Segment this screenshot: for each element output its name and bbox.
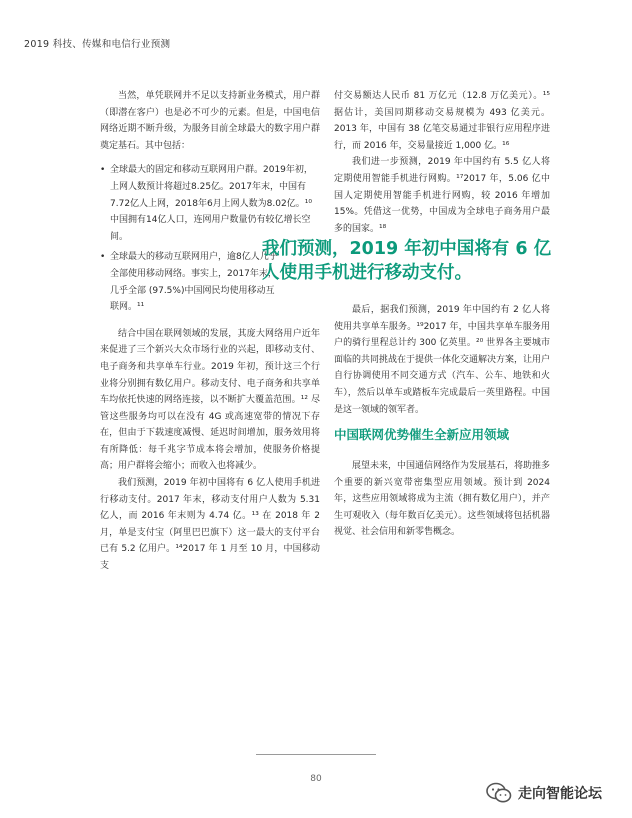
watermark-label: 走向智能论坛 bbox=[518, 786, 602, 802]
body-paragraph-outlook: 展望未来，中国通信网络作为发展基石，将助推多个重要的新兴宽带密集型应用领域。预计到 2024 年，这些应用领域将成为主流（拥有数亿用户），并产生可观收入（每年数百亿美元）。这些领域将包括机器视觉、社会信用和新零售概念。 bbox=[334, 461, 551, 538]
bullet-item-internet-users: • 全球最大的固定和移动互联网用户群。2019年初，上网人数预计将超过8.25亿。2017年末，中国有7.72亿人上网，2018年6月上网人数为8.02亿。¹⁰中国拥有14亿人口，连网用户数量仍有较亿增长空间。 bbox=[100, 162, 320, 245]
body-paragraph-mobile-payment: 我们预测，2019 年初中国将有 6 亿人使用手机进行移动支付。2017 年末，移动支付用户人数为 5.31 亿人，而 2016 年末则为 4.74 亿。¹³ 在 2018 年 2 月，单是支付宝（阿里巴巴旗下）这一最大的支付平台已有 5.2 亿用户。¹⁴2017 年 1 月至 10 月，中国移动支 bbox=[100, 478, 320, 572]
wechat-icon bbox=[486, 782, 512, 804]
page-number: 80 bbox=[310, 774, 322, 784]
body-paragraph-ecommerce: 我们进一步预测，2019 年中国约有 5.5 亿人将定期使用智能手机进行网购。¹⁷2017 年，5.06 亿中国人定期使用智能手机进行网购，较 2016 年增加 15%。凭借这一优势，中国成为全球电子商务用户最多的国家。¹⁸ bbox=[334, 157, 550, 234]
watermark bbox=[486, 781, 602, 805]
body-paragraph-bike-sharing: 最后，据我们预测，2019 年中国约有 2 亿人将使用共享单车服务。¹⁹2017 年，中国共享单车服务用户的骑行里程总计约 300 亿英里。²⁰ 世界各主要城市面临的共同挑战在于提供一体化交通解决方案，让用户自行协调使用不同交通方式（汽车、公车、地铁和火车），然后以单车或踏板车完成最后一英里路程。中国是这一领域的领军者。 bbox=[334, 305, 551, 415]
pull-quote: 我们预测，2019 年初中国将有 6 亿人使用手机进行移动支付。 bbox=[262, 239, 552, 283]
left-column bbox=[100, 88, 320, 575]
footer-divider bbox=[256, 754, 376, 755]
right-bottom-block bbox=[334, 458, 550, 541]
body-paragraph-markets: 结合中国在联网领域的发展，其庞大网络用户近年来促进了三个新兴大众市场行业的兴起，即移动支付、电子商务和共享单车行业。2019 年初，预计这三个行业将分别拥有数亿用户。移动支付、电子商务和共享单车均依托快速的网络连接，以不断扩大覆盖范围。¹² 尽管这些服务均可以在没有 4G 或高速宽带的情况下存在，但由于下载速度减慢、延迟时间增加，服务效用将有所降低：每千兆字节成本将会增加，使服务价格提高；用户群将会缩小；而收入也将减少。 bbox=[100, 328, 320, 472]
right-mid-block bbox=[334, 302, 550, 418]
intro-paragraph: 当然，单凭联网并不足以支持新业务模式，用户群（即潜在客户）也是必不可少的元素。但是，中国电信网络近期不断升级，为服务目前全球最大的数字用户群奠定基石。其中包括： bbox=[100, 91, 320, 151]
right-top-block bbox=[334, 88, 550, 237]
section-heading: 中国联网优势催生全新应用领域 bbox=[334, 427, 510, 442]
running-header: 2019 科技、传媒和电信行业预测 bbox=[24, 39, 171, 50]
bullet-item-mobile-users: • 全球最大的移动互联网用户，逾8亿人几乎全部使用移动网络。事实上，2017年末，几乎全部 (97.5%)中国网民均使用移动互联网。¹¹ bbox=[100, 249, 278, 315]
body-paragraph-transactions: 付交易额达人民币 81 万亿元（12.8 万亿美元）。¹⁵ 据估计，美国同期移动交易规模为 493 亿美元。2013 年，中国有 38 亿笔交易通过非银行应用程序进行，而 2016 年，交易量接近 1,000 亿。¹⁶ bbox=[334, 91, 550, 151]
